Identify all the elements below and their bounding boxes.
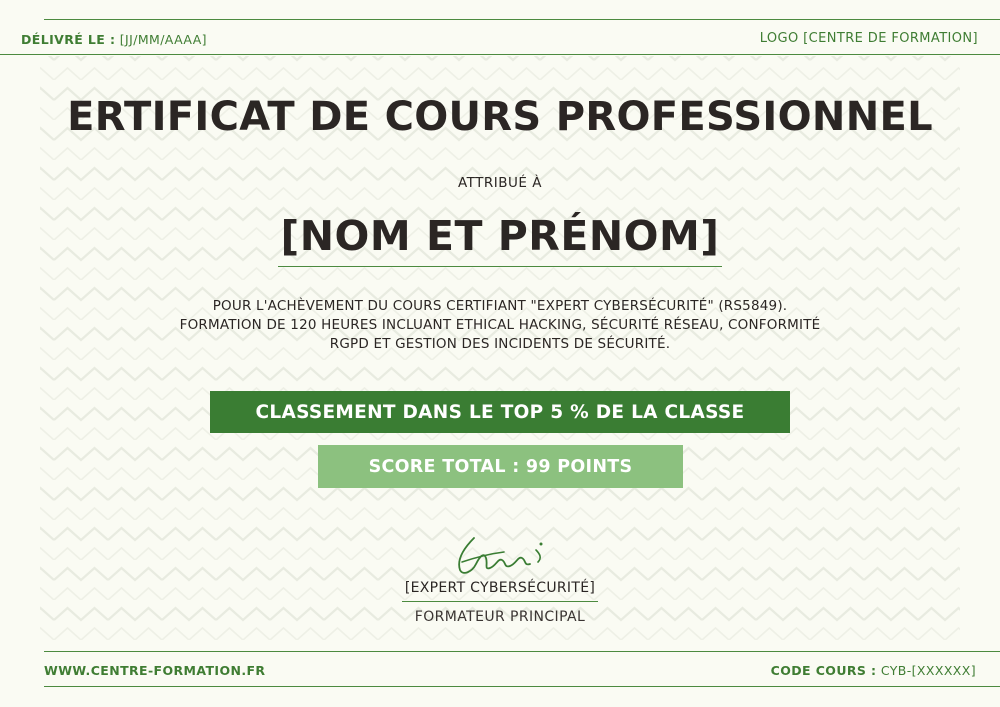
course-code-value: CYB-[XXXXXX] [880,663,976,678]
signer-name: [EXPERT CYBERSÉCURITÉ] [404,580,596,596]
course-code [771,663,976,678]
top-rule-upper [44,19,1000,20]
top-rule-lower [0,54,1000,55]
signer-role: FORMATEUR PRINCIPAL [414,609,586,625]
description-line: RGPD ET GESTION DES INCIDENTS DE SÉCURITÉ. [329,336,671,352]
bottom-rule-lower [44,686,1000,687]
awarded-to-label: ATTRIBUÉ À [457,175,542,191]
signature-image [448,532,552,580]
description-line: FORMATION DE 120 HEURES INCLUANT ETHICAL HACKING, SÉCURITÉ RÉSEAU, CONFORMITÉ [179,317,821,333]
issued-date-label: DÉLIVRÉ LE : [21,32,116,47]
course-code-label: CODE COURS : [770,663,877,678]
score-banner: SCORE TOTAL : 99 POINTS [318,445,683,488]
issued-date-value: [JJ/MM/AAAA] [119,32,207,47]
logo-placeholder: LOGO [CENTRE DE FORMATION] [759,31,978,46]
description-line: POUR L'ACHÈVEMENT DU COURS CERTIFIANT "EXPERT CYBERSÉCURITÉ" (RS5849). [212,298,788,314]
signature-line [402,601,598,602]
certificate-title: ERTIFICAT DE COURS PROFESSIONNEL [67,94,933,140]
recipient-name: [NOM ET PRÉNOM] [278,212,722,267]
website-link[interactable]: WWW.CENTRE-FORMATION.FR [44,663,266,678]
ranking-banner: CLASSEMENT DANS LE TOP 5 % DE LA CLASSE [210,391,790,433]
bottom-rule-upper [44,651,1000,652]
issued-date [21,32,207,47]
course-description [120,297,880,354]
